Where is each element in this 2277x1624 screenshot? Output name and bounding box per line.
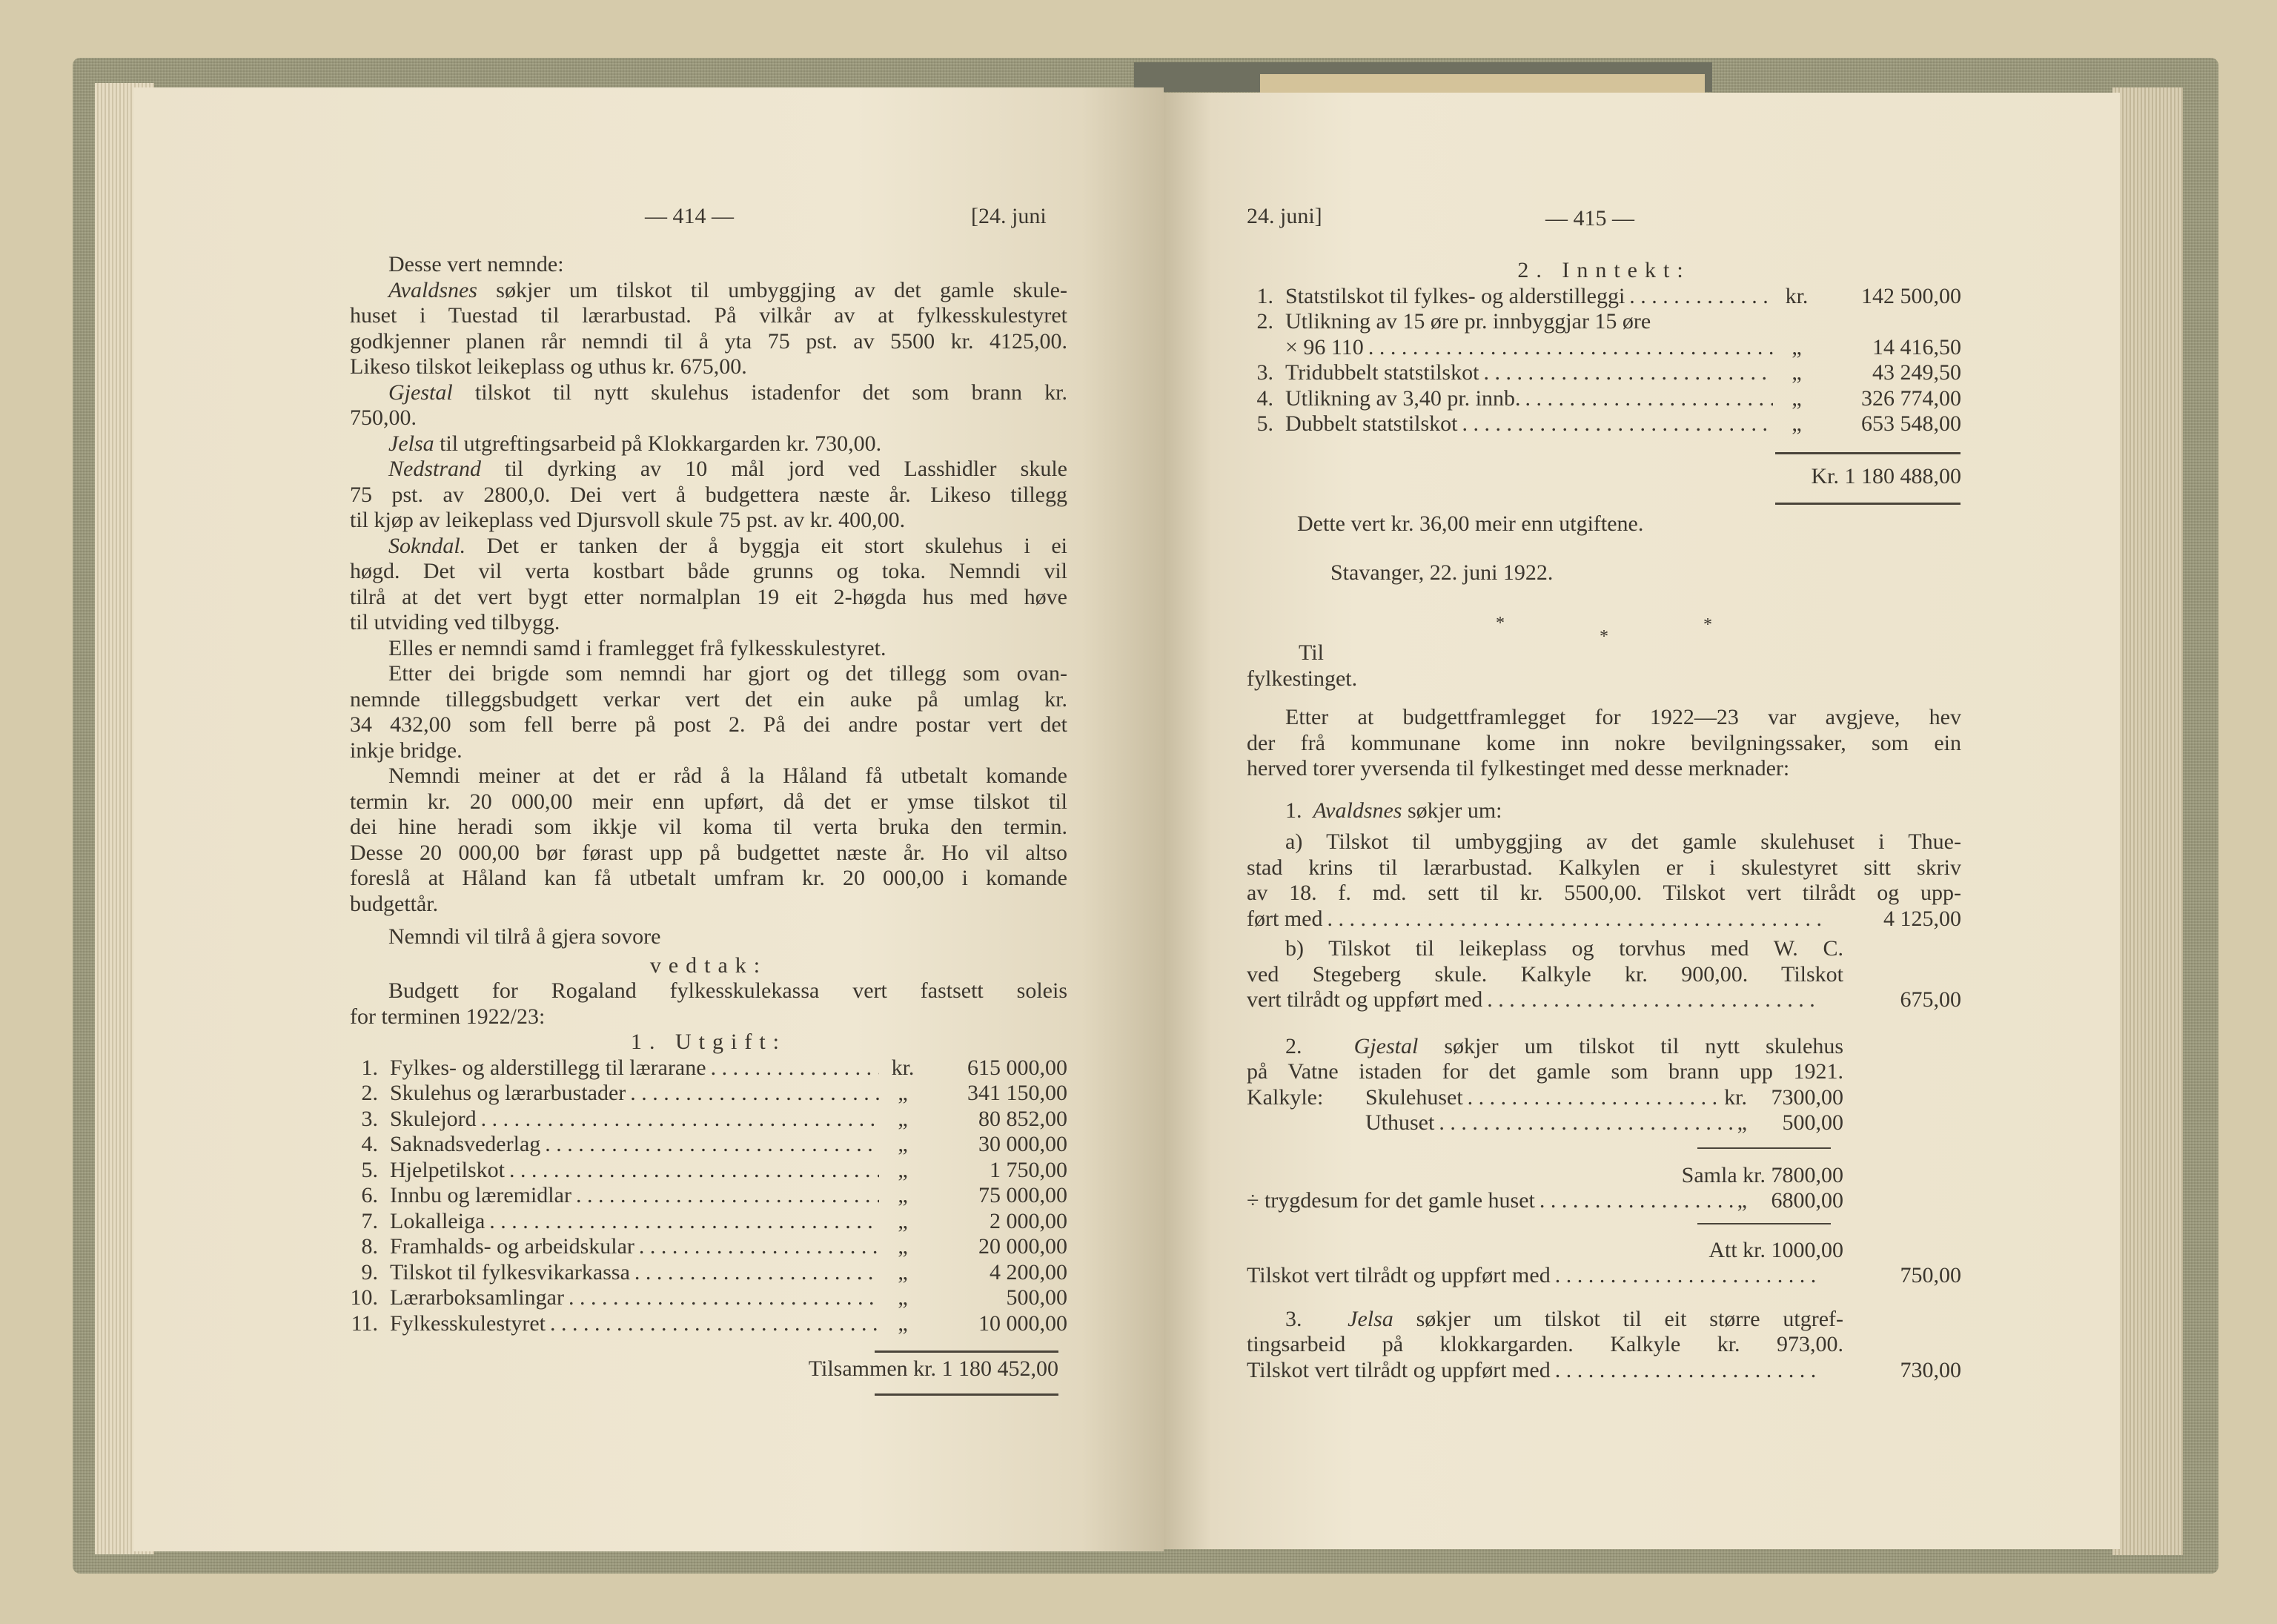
item-label: Utlikning av 15 øre pr. innbyggjar 15 øre <box>1285 309 1651 334</box>
item-unit: „ <box>898 1208 908 1233</box>
page-number-right: — 415 — <box>1545 206 1634 231</box>
para-tilraa: Nemndi vil tilrå å gjera sovore <box>388 924 661 949</box>
item-number: 5. <box>1256 411 1273 436</box>
item-number: 3. <box>361 1106 378 1131</box>
item-value: 14 416,50 <box>1872 334 1961 359</box>
item-number: 8. <box>361 1234 378 1259</box>
surplus-line: Dette vert kr. 36,00 meir enn utgiftene. <box>1297 511 1644 536</box>
budget-row <box>350 1260 1067 1286</box>
place-date: Stavanger, 22. juni 1922. <box>1330 560 1554 585</box>
item-value: 615 000,00 <box>967 1055 1067 1080</box>
item-value: 30 000,00 <box>978 1132 1067 1156</box>
item-number: 10. <box>350 1285 378 1310</box>
rule <box>1697 1147 1831 1149</box>
item-number: 2. <box>361 1081 378 1105</box>
item-unit: „ <box>898 1132 908 1156</box>
item-number: 1. <box>361 1055 378 1080</box>
budget-row <box>350 1311 1067 1337</box>
dot-leader <box>1364 335 1773 361</box>
item-number: 5. <box>361 1157 378 1182</box>
vedtak-heading: vedtak: <box>649 952 768 978</box>
rule <box>1697 1223 1831 1224</box>
item-label: Tilskot til fylkesvikarkassa <box>390 1259 630 1285</box>
budget-row <box>350 1285 1067 1311</box>
item-value: 4 200,00 <box>990 1259 1067 1285</box>
item-unit: „ <box>898 1183 908 1207</box>
item-value: 1 750,00 <box>990 1157 1067 1182</box>
page-number-left: — 414 — <box>645 204 734 228</box>
dot-leader <box>485 1209 879 1235</box>
item-label: Fylkes- og alderstillegg til lærarane <box>390 1055 706 1080</box>
budget-row <box>1247 411 1961 437</box>
item-unit: „ <box>898 1081 908 1105</box>
budget-row <box>350 1132 1067 1158</box>
para-sokndal: Sokndal. Det er tanken der å byggja eit stort skulehus i ei <box>388 533 1067 558</box>
item-label: × 96 110 <box>1285 334 1364 359</box>
item-label: Hjelpetilskot <box>390 1157 505 1182</box>
budget-row <box>350 1055 1067 1081</box>
double-rule <box>1775 503 1961 505</box>
item-number: 4. <box>1256 385 1273 411</box>
item-number: 11. <box>351 1310 378 1336</box>
address-body: fylkestinget. <box>1247 666 1358 691</box>
item-avaldsnes: 1. Avaldsnes søkjer um: <box>1285 798 1502 823</box>
item-value: 653 548,00 <box>1861 411 1961 436</box>
budget-row <box>350 1158 1067 1184</box>
item-value: 20 000,00 <box>978 1234 1067 1259</box>
budget-row <box>1247 284 1961 310</box>
item-unit: „ <box>1792 411 1802 436</box>
dot-leader <box>1458 411 1774 437</box>
item-label: Skulehus og lærarbustader <box>390 1081 626 1105</box>
item-unit: kr. <box>1785 283 1809 308</box>
dot-leader <box>540 1132 879 1158</box>
left-body: Desse vert nemnde: Avaldsnes søkjer um tilskot til umbyggjing av det gamle skule- huset i Tuestad til lærarbustad. På vilkår av at fylkesskulestyret godkjenner planen rår nemndi til å yta 75 pst. av 5500 kr. 4125,00. Likeso tilskot leikeplass og uthus kr. 675,00. Gjestal tilskot til nytt skulehus istadenfor det som brann kr. 750,00. Jelsa til utgreftingsarbeid på Klokkargarden kr. 730,00. Nedstrand til dyrking av 10 mål jord ved Lasshidler skule 75 pst. av 2800,0. Dei vert å budgettera næste år. Likeso tillegg til kjøp av leikeplass ved Djursvoll skule 75 pst. av kr. 400,00. Sokndal. Det er tanken der å byggja eit stort skulehus i ei høgd. Det vil verta kostbart både grunns og toka. Nemndi vil tilrå at det vert bygt etter normalplan 19 eit 2-høgda hus med høve til utviding ved tilbygg. Elles er nemndi samd i framlegget frå fylkesskulestyret. Etter dei brigde som nemndi har gjort og det tillegg som ovan- nemnde tilleggsbudgett verkar vert det ein auke på umlag kr. 34 432,00 som fell berre på post 2. På dei andre postar vert det inkje bridge. Nemndi meiner at det er råd å la Håland få utbetalt komande termin kr. 20 000,00 meir enn upført, då det er ymse tilskot til dei hine heradi som ikkje vil koma til verta bruka den termin. Desse 20 000,00 bør førast upp på budgettet næste år. Ho vil altso foreslå at Håland kan få utbetalt umfram kr. 20 000,00 i komande budgettår. Nemndi vil tilrå å gjera sovore vedtak: Budgett for Rogaland fylkesskulekassa vert fastsett soleis for terminen 1922/23: 1. Utgift: 1. Fylkes- og alderstillegg til lærarane . . . kr. 615 000,00 2. Skulehus og lærarbustader . . . „ 341 150,00 3. Skulejord . . . „ 80 852,00 4. Saknadsvederlag . . . „ 30 000,00 5. Hjelpetilskot . . . „ 1 750,00 6. Innbu og læremidlar . . . „ 75 000,00 7. Lokalleiga . . . „ 2 000,00 8. Framhalds- og arbeidskular . . . „ 20 000,00 9. Tilskot til fylkesvikarkassa . . . „ 4 200,00 10. Lærarboksamlingar . . . „ 500,00 11. Fylkesskulestyret . . . „ 10 000,00 <box>350 252 1067 1336</box>
star: * <box>1600 627 1608 646</box>
running-head-left: [24. juni <box>971 204 1047 228</box>
inntekt-table <box>1247 284 1961 437</box>
budget-row <box>350 1234 1067 1260</box>
item-value: 500,00 <box>1006 1285 1067 1310</box>
running-head-right: 24. juni] <box>1247 204 1322 228</box>
para-meiner: Nemndi meiner at det er råd å la Håland få utbetalt komande <box>388 763 1067 788</box>
dot-leader <box>630 1260 879 1286</box>
item-label: Lokalleiga <box>390 1208 485 1233</box>
item-number: 6. <box>361 1183 378 1207</box>
dot-leader <box>546 1311 879 1337</box>
item-number: 4. <box>361 1132 378 1156</box>
item-value: 10 000,00 <box>978 1310 1067 1336</box>
item-unit: „ <box>898 1106 908 1131</box>
intro-line: Desse vert nemnde: <box>388 252 564 276</box>
item-value: 341 150,00 <box>967 1081 1067 1105</box>
rule <box>1775 452 1961 454</box>
para-gjestal: Gjestal tilskot til nytt skulehus istadenfor det som brann kr. <box>388 380 1067 405</box>
star: * <box>1496 614 1505 633</box>
dot-leader <box>706 1055 879 1081</box>
item-label: Utlikning av 3,40 pr. innb. <box>1285 385 1521 411</box>
dot-leader <box>1479 360 1773 386</box>
item-unit: „ <box>1792 334 1802 359</box>
item-label: Skulejord <box>390 1106 477 1131</box>
star: * <box>1703 615 1712 634</box>
item-number: 3. <box>1256 360 1273 385</box>
item-unit: „ <box>1792 385 1802 411</box>
para-avaldsnes: Avaldsnes søkjer um tilskot til umbyggjing av det gamle skule- <box>388 277 1067 302</box>
item-unit: „ <box>898 1157 908 1182</box>
item-label: Framhalds- og arbeidskular <box>390 1234 634 1259</box>
item-value: 142 500,00 <box>1861 283 1961 308</box>
item-jelsa: 3. Jelsa søkjer um tilskot til eit større utgref- tingsarbeid på klokkargarden. Kalkyle kr. 973,00. <box>1247 1306 1843 1356</box>
item-value: 2 000,00 <box>990 1208 1067 1233</box>
para-jelsa: Jelsa til utgreftingsarbeid på Klokkargarden kr. 730,00. <box>388 431 882 456</box>
budget-row <box>350 1081 1067 1107</box>
budget-row <box>350 1107 1067 1133</box>
inntekt-heading: 2. Inntekt: <box>1517 258 1691 282</box>
dot-leader <box>571 1183 879 1209</box>
utgift-heading: 1. Utgift: <box>631 1030 786 1054</box>
budget-row <box>1247 335 1961 361</box>
item-value: 43 249,50 <box>1872 360 1961 385</box>
para-elles: Elles er nemndi samd i framlegget frå fylkesskulestyret. <box>388 635 886 660</box>
item-number: 9. <box>361 1259 378 1285</box>
item-number: 1. <box>1256 283 1273 308</box>
dot-leader <box>1521 386 1774 412</box>
item-unit: „ <box>898 1310 908 1336</box>
address-to: Til <box>1299 640 1324 665</box>
item-label: Dubbelt statstilskot <box>1285 411 1458 436</box>
page-edges-right <box>2112 87 2183 1555</box>
item-label: Saknadsvederlag <box>390 1132 541 1156</box>
item-unit: „ <box>898 1234 908 1259</box>
dot-leader <box>1322 907 1820 932</box>
para-nedstrand: Nedstrand til dyrking av 10 mål jord ved Lasshidler skule <box>388 457 1067 481</box>
utgift-total: Tilsammen kr. 1 180 452,00 <box>808 1356 1058 1381</box>
item-label: Fylkesskulestyret <box>390 1310 546 1336</box>
dot-leader <box>477 1107 879 1133</box>
item-value: 75 000,00 <box>978 1183 1067 1207</box>
right-body: Til fylkestinget. Etter at budgettframlegget for 1922—23 var avgjeve, hev der frå kommunane kome inn nokre bevilgningssaker, som ein herved torer yversenda til fylkestinget med desse merknader: 1. Avaldsnes søkjer um: a) Tilskot til umbyggjing av det gamle skulehuset i Thue- stad krins til lærarbustad. Kalkylen er i skulestyret sitt skriv av 18. f. md. sett til kr. 5500,00. Tilskot vert tilrådt og upp- ført med . . . 4 125,00 b) Tilskot til leikeplass og torvhus med W. C. ved Stegeberg skule. Kalkyle kr. 900,00. Tilskot vert tilrådt og uppført med . . . 675,00 2. Gjestal søkjer um tilskot til nytt skulehus på Vatne istaden for det gamle som brann upp 1921. Kalkyle: Skulehuset . . . kr. 7300,00 Uthuset . . . „ 500,00 Samla kr. 7800,00 ÷ trygdesum for det gamle huset . . . „ 6800,00 Att kr. 1000,00 Tilskot vert tilrådt og uppført med . . . 750,00 3. Jelsa søkjer um tilskot til eit større utgref- tingsarbeid på klokkargarden. Kalkyle kr. 973,00. Tilskot vert tilrådt og uppført med . . . 730,00 <box>1247 640 1961 1383</box>
spine-label <box>1260 74 1705 93</box>
budget-row <box>350 1209 1067 1235</box>
budget-row <box>1247 360 1961 386</box>
utgift-table <box>350 1055 1067 1337</box>
double-rule <box>875 1393 1058 1396</box>
dot-leader <box>564 1285 879 1311</box>
item-label: Tridubbelt statstilskot <box>1285 360 1479 385</box>
dot-leader <box>1625 284 1773 310</box>
item-gjestal: 2. Gjestal søkjer um tilskot til nytt skulehus på Vatne istaden for det gamle som brann upp 1921. Kalkyle: Skulehuset . . . kr. 7300,00 Uthuset . . . „ 500,00 Samla kr. 7800,00 ÷ trygdesum for det gamle huset . . . „ 6800,00 Att kr. 1000,00 <box>1247 1034 1843 1264</box>
item-label: Innbu og læremidlar <box>390 1183 571 1207</box>
dot-leader <box>1482 987 1820 1013</box>
budget-row <box>1247 386 1961 412</box>
item-number: 7. <box>361 1208 378 1233</box>
item-unit: kr. <box>891 1055 915 1080</box>
budget-row <box>1247 309 1961 335</box>
para-budgett: Budgett for Rogaland fylkesskulekassa vert fastsett soleis <box>388 978 1067 1003</box>
right-body-top <box>1247 258 1961 437</box>
item-number: 2. <box>1256 309 1273 334</box>
item-unit: „ <box>898 1285 908 1310</box>
dot-leader <box>505 1158 879 1184</box>
inntekt-total: Kr. 1 180 488,00 <box>1811 464 1961 488</box>
para-etter: Etter dei brigde som nemndi har gjort og det tillegg som ovan- <box>388 661 1067 686</box>
rule <box>875 1350 1058 1353</box>
item-label: Lærarboksamlingar <box>390 1285 564 1310</box>
item-value: 326 774,00 <box>1861 385 1961 411</box>
item-value: 80 852,00 <box>978 1106 1067 1131</box>
item-unit: „ <box>1792 360 1802 385</box>
item-unit: „ <box>898 1259 908 1285</box>
dot-leader <box>626 1081 879 1107</box>
dot-leader <box>634 1234 879 1260</box>
budget-row <box>350 1183 1067 1209</box>
item-label: Statstilskot til fylkes- og alderstilleggi <box>1285 283 1625 308</box>
